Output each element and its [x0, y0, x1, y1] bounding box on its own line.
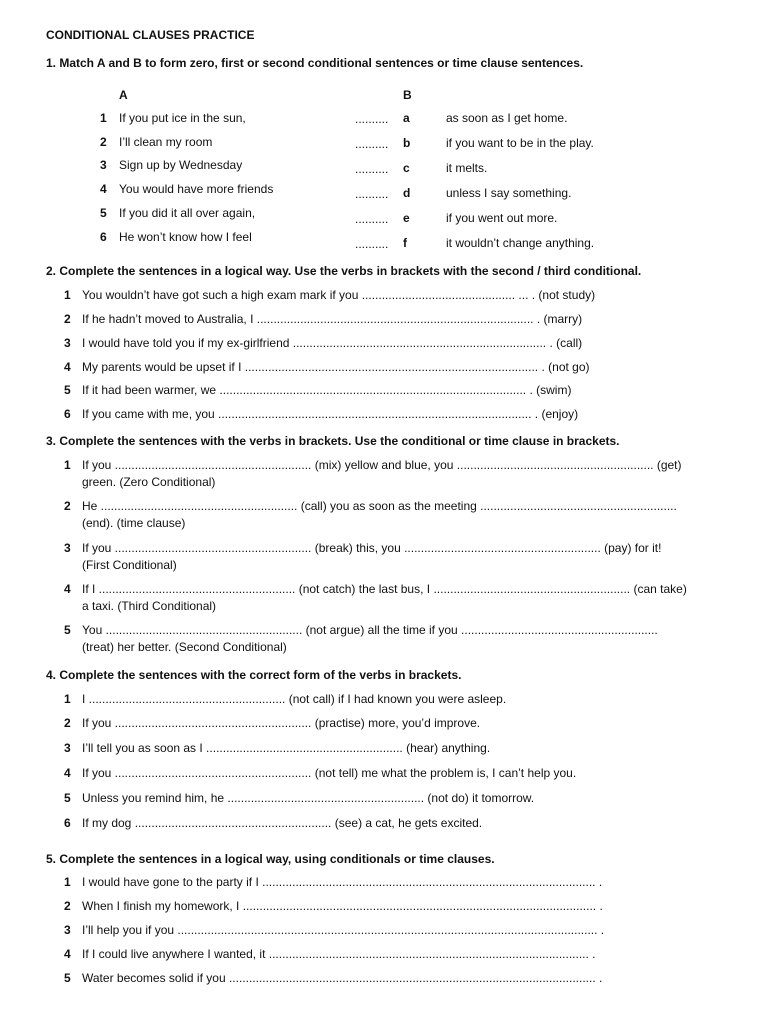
match-item-number: 6 [100, 230, 107, 244]
answer-blank[interactable]: .......... [355, 212, 389, 226]
item-number: 1 [64, 458, 71, 472]
item-number: 3 [64, 741, 71, 755]
sentence-continuation: a taxi. (Third Conditional) [82, 599, 217, 613]
item-number: 1 [64, 692, 71, 706]
item-number: 5 [64, 623, 71, 637]
item-number: 3 [64, 541, 71, 555]
match-item-a: He won’t know how I feel [119, 230, 252, 244]
item-number: 5 [64, 971, 71, 985]
fill-in-sentence[interactable]: You ........................................................... (not argue) all the time if you ........................................................... [82, 623, 658, 637]
item-number: 5 [64, 383, 71, 397]
item-number: 3 [64, 336, 71, 350]
item-number: 6 [64, 407, 71, 421]
fill-in-sentence[interactable]: I’ll tell you as soon as I ........................................................... (hear) anything. [82, 741, 491, 755]
column-a-header: A [119, 88, 128, 102]
item-number: 2 [64, 499, 71, 513]
item-number: 2 [64, 716, 71, 730]
match-item-a: If you did it all over again, [119, 206, 256, 220]
section-1-heading: 1. Match A and B to form zero, first or second conditional sentences or time clause sentences. [46, 56, 584, 70]
match-item-letter: d [403, 186, 411, 200]
match-item-letter: f [403, 236, 407, 250]
sentence-continuation: green. (Zero Conditional) [82, 475, 216, 489]
item-number: 4 [64, 582, 71, 596]
fill-in-sentence[interactable]: I would have told you if my ex-girlfriend ............................................................................ . (call) [82, 336, 583, 350]
match-item-a: I’ll clean my room [119, 135, 213, 149]
match-item-a: Sign up by Wednesday [119, 158, 243, 172]
sentence-continuation: (treat) her better. (Second Conditional) [82, 640, 287, 654]
item-number: 4 [64, 947, 71, 961]
answer-blank[interactable]: .......... [355, 237, 389, 251]
fill-in-sentence[interactable]: Water becomes solid if you .............................................................................................................. . [82, 971, 603, 985]
match-item-a: If you put ice in the sun, [119, 111, 246, 125]
fill-in-sentence[interactable]: If you ........................................................... (break) this, you ........................................................... (pay) for it! [82, 541, 662, 555]
page-title: CONDITIONAL CLAUSES PRACTICE [46, 28, 255, 42]
match-item-b: as soon as I get home. [446, 111, 568, 125]
match-item-number: 2 [100, 135, 107, 149]
fill-in-sentence[interactable]: If you ........................................................... (not tell) me what the problem is, I can’t help you. [82, 766, 577, 780]
section-3-heading: 3. Complete the sentences with the verbs in brackets. Use the conditional or time clause in brackets. [46, 434, 620, 448]
match-item-b: if you went out more. [446, 211, 558, 225]
match-item-b: it melts. [446, 161, 488, 175]
match-item-letter: e [403, 211, 410, 225]
item-number: 1 [64, 288, 71, 302]
answer-blank[interactable]: .......... [355, 112, 389, 126]
item-number: 2 [64, 312, 71, 326]
column-b-header: B [403, 88, 412, 102]
section-5-heading: 5. Complete the sentences in a logical way, using conditionals or time clauses. [46, 852, 495, 866]
match-item-number: 5 [100, 206, 107, 220]
fill-in-sentence[interactable]: If you came with me, you .............................................................................................. . (enjoy) [82, 407, 579, 421]
fill-in-sentence[interactable]: Unless you remind him, he ........................................................... (not do) it tomorrow. [82, 791, 535, 805]
answer-blank[interactable]: .......... [355, 137, 389, 151]
item-number: 3 [64, 923, 71, 937]
fill-in-sentence[interactable]: I ........................................................... (not call) if I had known you were asleep. [82, 692, 507, 706]
match-item-letter: c [403, 161, 410, 175]
fill-in-sentence[interactable]: If my dog ........................................................... (see) a cat, he gets excited. [82, 816, 483, 830]
match-item-number: 3 [100, 158, 107, 172]
item-number: 6 [64, 816, 71, 830]
match-item-letter: b [403, 136, 411, 150]
section-2-heading: 2. Complete the sentences in a logical way. Use the verbs in brackets with the second / third conditional. [46, 264, 642, 278]
sentence-continuation: (end). (time clause) [82, 516, 186, 530]
item-number: 4 [64, 766, 71, 780]
match-item-number: 4 [100, 182, 107, 196]
match-item-b: if you want to be in the play. [446, 136, 594, 150]
match-item-a: You would have more friends [119, 182, 274, 196]
fill-in-sentence[interactable]: When I finish my homework, I .......................................................................................................... . [82, 899, 603, 913]
answer-blank[interactable]: .......... [355, 162, 389, 176]
fill-in-sentence[interactable]: I’ll help you if you .............................................................................................................................. . [82, 923, 605, 937]
item-number: 2 [64, 899, 71, 913]
fill-in-sentence[interactable]: My parents would be upset if I ........................................................................................ . (not go) [82, 360, 590, 374]
sentence-continuation: (First Conditional) [82, 558, 177, 572]
section-4-heading: 4. Complete the sentences with the correct form of the verbs in brackets. [46, 668, 462, 682]
fill-in-sentence[interactable]: If it had been warmer, we ............................................................................................ . (swim) [82, 383, 572, 397]
match-item-letter: a [403, 111, 410, 125]
match-item-b: it wouldn’t change anything. [446, 236, 595, 250]
fill-in-sentence[interactable]: You wouldn’t have got such a high exam mark if you .............................................. ... . (not study) [82, 288, 596, 302]
fill-in-sentence[interactable]: If he hadn’t moved to Australia, I ................................................................................... . (marry) [82, 312, 583, 326]
fill-in-sentence[interactable]: If you ........................................................... (practise) more, you’d improve. [82, 716, 481, 730]
fill-in-sentence[interactable]: If you ........................................................... (mix) yellow and blue, you ........................................................... (get) [82, 458, 682, 472]
fill-in-sentence[interactable]: If I could live anywhere I wanted, it ................................................................................................ . [82, 947, 596, 961]
item-number: 1 [64, 875, 71, 889]
fill-in-sentence[interactable]: If I ........................................................... (not catch) the last bus, I ........................................................... (can take) [82, 582, 687, 596]
match-item-number: 1 [100, 111, 107, 125]
item-number: 4 [64, 360, 71, 374]
fill-in-sentence[interactable]: I would have gone to the party if I .................................................................................................... . [82, 875, 603, 889]
fill-in-sentence[interactable]: He ........................................................... (call) you as soon as the meeting ........................................................... [82, 499, 677, 513]
item-number: 5 [64, 791, 71, 805]
match-item-b: unless I say something. [446, 186, 572, 200]
answer-blank[interactable]: .......... [355, 187, 389, 201]
